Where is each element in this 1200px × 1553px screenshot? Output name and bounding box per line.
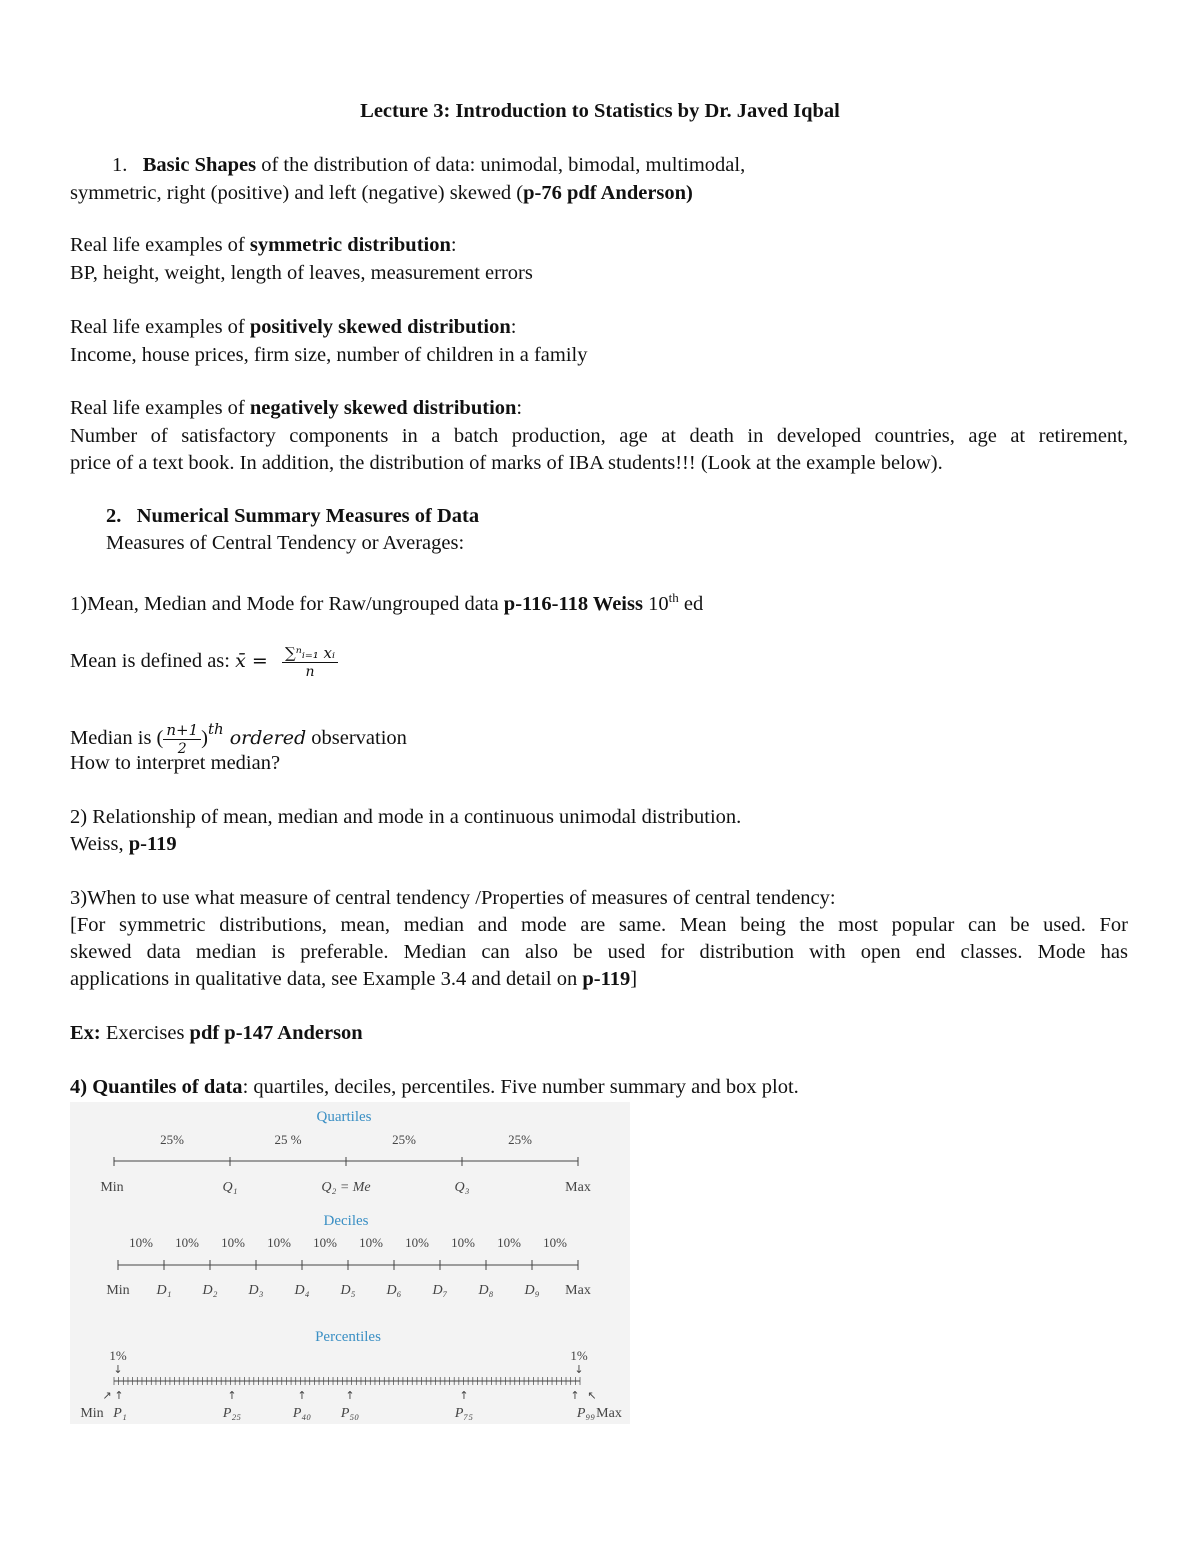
up-arrow-icon: ↑ [114, 1389, 124, 1402]
up-arrow-icon: ↑ [227, 1389, 237, 1402]
decile-percent-label: 10% [129, 1235, 153, 1250]
item-3-para-line1: [For symmetric distributions, mean, median and mode are same. Mean being the most popular can be used. For [70, 914, 1128, 936]
median-superscript: th [207, 720, 224, 738]
decile-label: D₈ [478, 1283, 494, 1298]
symmetric-lead: Real life examples of [70, 234, 250, 256]
percentile-percent-left: 1% [109, 1348, 127, 1363]
symmetric-heading [70, 232, 457, 258]
mean-lead: Mean is defined as: [70, 650, 236, 672]
quantiles-term: Quantiles of data [92, 1076, 243, 1098]
median-numerator: n+1 [166, 720, 199, 739]
colon: : [510, 316, 517, 338]
decile-percent-label: 10% [451, 1235, 475, 1250]
negative-examples-line1: Number of satisfactory components in a batch production, age at death in developed countries, age at retirement, [70, 425, 1128, 447]
item-4-text: : quartiles, deciles, percentiles. Five number summary and box plot. [242, 1076, 799, 1098]
exercise-line [70, 1020, 363, 1046]
quartile-label: Q₂ = Me [321, 1180, 371, 1195]
decile-percent-label: 10% [543, 1235, 567, 1250]
page-reference: p-119 [128, 833, 177, 855]
percentile-label: P₁ [113, 1406, 127, 1421]
percentile-label: P₉₉ [576, 1406, 596, 1421]
quartile-label: Min [100, 1180, 124, 1195]
mean-denominator: n [305, 663, 315, 680]
anderson-reference: p-76 pdf Anderson) [523, 182, 693, 204]
percentiles-title: Percentiles [315, 1329, 381, 1345]
quartile-label: Max [565, 1180, 591, 1195]
mean-numerator: ∑ⁿᵢ₌₁ xᵢ [285, 643, 336, 662]
central-tendency-subheading: Measures of Central Tendency or Averages: [106, 532, 465, 554]
negative-term: negatively skewed distribution [249, 397, 517, 419]
section-number: 2. [106, 505, 122, 527]
item-3-text: applications in qualitative data, see Example 3.4 and detail on [70, 968, 583, 990]
percentile-label: P₄₀ [292, 1406, 312, 1421]
quartile-label: Q₁ [222, 1180, 238, 1195]
up-arrow-icon: ↖ [587, 1389, 597, 1402]
edition-suffix: th [668, 590, 679, 605]
positive-heading [70, 314, 516, 340]
ex-text: Exercises [100, 1022, 190, 1044]
up-arrow-icon: ↑ [570, 1389, 580, 1402]
percentile-label: Max [596, 1406, 622, 1421]
up-arrow-icon: ↗ [102, 1389, 112, 1402]
mean-definition [70, 640, 338, 682]
page-title: Lecture 3: Introduction to Statistics by Dr. Javed Iqbal [360, 100, 840, 122]
decile-label: D₉ [524, 1283, 540, 1298]
ex-reference: pdf p-147 Anderson [189, 1022, 363, 1044]
shapes-list: symmetric, right (positive) and left (negative) skewed ( [70, 182, 524, 204]
positive-examples: Income, house prices, firm size, number of children in a family [70, 344, 588, 366]
ex-label: Ex: [70, 1022, 101, 1044]
decile-percent-label: 10% [359, 1235, 383, 1250]
decile-label: D₂ [202, 1283, 218, 1298]
decile-label: Max [565, 1283, 591, 1298]
decile-label: D₆ [386, 1283, 402, 1298]
item-3-para-line3 [70, 966, 637, 992]
closing-bracket: ] [630, 968, 638, 990]
up-arrow-icon: ↑ [297, 1389, 307, 1402]
decile-percent-label: 10% [267, 1235, 291, 1250]
page-reference: p-119 [582, 968, 631, 990]
item-3-line1: 3)When to use what measure of central tendency /Properties of measures of central tendency: [70, 887, 836, 909]
decile-percent-label: 10% [175, 1235, 199, 1250]
quartile-percent-label: 25% [160, 1132, 184, 1147]
median-tail: observation [306, 727, 407, 749]
quantiles-figure [70, 1102, 630, 1424]
percentile-label: P₇₅ [454, 1406, 474, 1421]
median-lead: Median is ( [70, 727, 164, 749]
symmetric-examples: BP, height, weight, length of leaves, measurement errors [70, 262, 533, 284]
decile-label: D₇ [432, 1283, 448, 1298]
quartile-label: Q₃ [454, 1180, 470, 1195]
decile-percent-label: 10% [497, 1235, 521, 1250]
positive-term: positively skewed distribution [249, 316, 511, 338]
percentile-label: P₅₀ [340, 1406, 360, 1421]
item-1-text: 1)Mean, Median and Mode for Raw/ungrouped data [70, 593, 504, 615]
negative-heading [70, 395, 522, 421]
deciles-title: Deciles [323, 1213, 369, 1229]
quartile-percent-label: 25% [508, 1132, 532, 1147]
section-1-heading [112, 152, 745, 178]
mean-symbol: x̄ = [235, 650, 268, 672]
section-2-title: Numerical Summary Measures of Data [136, 505, 480, 527]
decile-label: D₃ [248, 1283, 264, 1298]
percentile-percent-right: 1% [570, 1348, 588, 1363]
median-denominator: 2 [177, 740, 187, 757]
edition-number: 10 [642, 593, 669, 615]
item-1 [70, 585, 703, 617]
quantiles-diagram [70, 1102, 630, 1424]
section-number: 1. [112, 154, 128, 176]
decile-label: D₄ [294, 1283, 310, 1298]
edition-label: ed [678, 593, 704, 615]
decile-label: D₁ [156, 1283, 172, 1298]
ordered-word: ordered [223, 727, 307, 749]
up-arrow-icon: ↑ [459, 1389, 469, 1402]
median-interpret-question: How to interpret median? [70, 752, 281, 774]
percentile-label: Min [80, 1406, 104, 1421]
decile-percent-label: 10% [313, 1235, 337, 1250]
up-arrow-icon: ↑ [345, 1389, 355, 1402]
median-definition: Median is ( $\frac{n+1}{2}$ )$^{th}$ ordered observation [70, 720, 407, 757]
quartiles-title: Quartiles [316, 1109, 372, 1125]
section-1-line2 [70, 180, 693, 206]
decile-label: D₅ [340, 1283, 356, 1298]
item-2-line2 [70, 831, 177, 857]
decile-percent-label: 10% [405, 1235, 429, 1250]
section-1-text: of the distribution of data: unimodal, bimodal, multimodal, [256, 154, 746, 176]
item-4 [70, 1074, 799, 1100]
weiss-reference: p-116-118 Weiss [503, 593, 643, 615]
colon: : [516, 397, 523, 419]
negative-lead: Real life examples of [70, 397, 250, 419]
colon: : [450, 234, 457, 256]
basic-shapes-term: Basic Shapes [142, 154, 257, 176]
decile-label: Min [106, 1283, 130, 1298]
item-2-line1: 2) Relationship of mean, median and mode in a continuous unimodal distribution. [70, 806, 742, 828]
mean-formula [282, 644, 338, 681]
negative-examples-line2: price of a text book. In addition, the distribution of marks of IBA students!!! (Look at the example below). [70, 452, 943, 474]
down-arrow-icon: ↓ [574, 1363, 584, 1376]
down-arrow-icon: ↓ [113, 1363, 123, 1376]
item-3-para-line2: skewed data median is preferable. Median can also be used for distribution with open end classes. Mode has [70, 941, 1128, 963]
quartile-percent-label: 25% [392, 1132, 416, 1147]
item-4-number: 4) [70, 1076, 93, 1098]
decile-percent-label: 10% [221, 1235, 245, 1250]
section-2-heading [106, 503, 479, 529]
positive-lead: Real life examples of [70, 316, 250, 338]
percentile-label: P₂₅ [222, 1406, 242, 1421]
weiss-label: Weiss, [70, 833, 129, 855]
quartile-percent-label: 25 % [274, 1132, 302, 1147]
symmetric-term: symmetric distribution [249, 234, 451, 256]
